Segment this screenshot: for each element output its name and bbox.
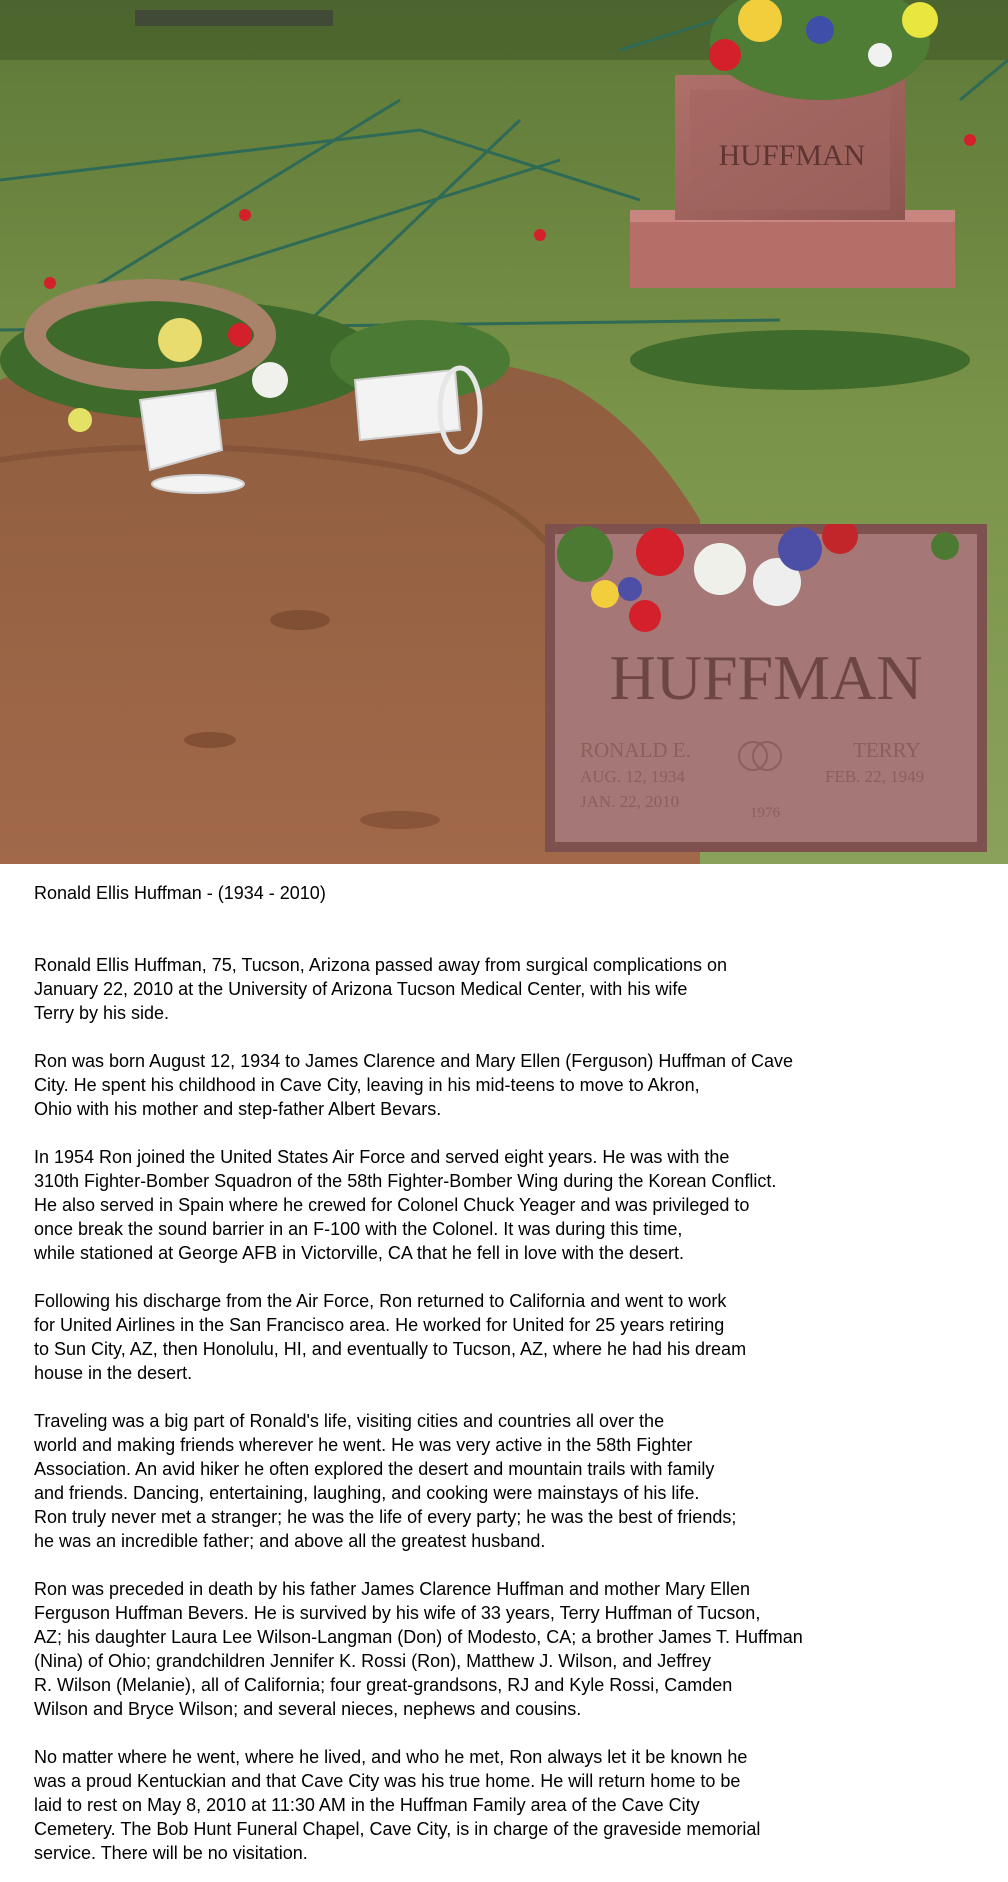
headstone-family-name: HUFFMAN: [718, 139, 866, 172]
paragraph-line: In 1954 Ron joined the United States Air Force and served eight years. He was with the: [34, 1147, 730, 1167]
paragraph-line: (Nina) of Ohio; grandchildren Jennifer K. Rossi (Ron), Matthew J. Wilson, and Jeffrey: [34, 1651, 711, 1671]
headstone-closeup-inset: [545, 524, 987, 852]
obituary-paragraph: [34, 1145, 974, 1265]
obituary-title: Ronald Ellis Huffman - (1934 - 2010): [34, 883, 326, 903]
inset-right-born: FEB. 22, 1949: [825, 767, 925, 786]
paragraph-line: City. He spent his childhood in Cave City, leaving in his mid-teens to move to Akron,: [34, 1075, 700, 1095]
inset-left-died: JAN. 22, 2010: [580, 792, 680, 811]
paragraph-line: service. There will be no visitation.: [34, 1843, 308, 1863]
obituary-paragraph: [34, 1745, 974, 1865]
inset-family-name: HUFFMAN: [609, 642, 923, 713]
paragraph-line: R. Wilson (Melanie), all of California; four great-grandsons, RJ and Kyle Rossi, Camden: [34, 1675, 733, 1695]
paragraph-line: for United Airlines in the San Francisco area. He worked for United for 25 years retiring: [34, 1315, 725, 1335]
paragraph-line: laid to rest on May 8, 2010 at 11:30 AM in the Huffman Family area of the Cave City: [34, 1795, 700, 1815]
paragraph-line: Ron truly never met a stranger; he was the life of every party; he was the best of friends;: [34, 1507, 737, 1527]
paragraph-line: Ron was born August 12, 1934 to James Clarence and Mary Ellen (Ferguson) Huffman of Cave: [34, 1051, 794, 1071]
paragraph-line: was a proud Kentuckian and that Cave City was his true home. He will return home to be: [34, 1771, 741, 1791]
paragraph-line: Ron was preceded in death by his father James Clarence Huffman and mother Mary Ellen: [34, 1579, 751, 1599]
paragraph-line: Terry by his side.: [34, 1003, 170, 1023]
inset-married-year: 1976: [750, 805, 780, 821]
paragraph-line: He also served in Spain where he crewed for Colonel Chuck Yeager and was privileged to: [34, 1195, 750, 1215]
paragraph-line: AZ; his daughter Laura Lee Wilson-Langman (Don) of Modesto, CA; a brother James T. Huffman: [34, 1627, 803, 1647]
paragraph-line: Wilson and Bryce Wilson; and several nieces, nephews and cousins.: [34, 1699, 582, 1719]
paragraph-line: house in the desert.: [34, 1363, 193, 1383]
inset-left-name: RONALD E.: [580, 738, 691, 762]
inset-right-name: TERRY: [853, 738, 921, 762]
paragraph-line: Traveling was a big part of Ronald's life, visiting cities and countries all over the: [34, 1411, 665, 1431]
paragraph-line: Ohio with his mother and step-father Albert Bevars.: [34, 1099, 442, 1119]
paragraph-line: world and making friends wherever he went. He was very active in the 58th Fighter: [34, 1435, 693, 1455]
obituary-paragraph: [34, 1409, 974, 1553]
paragraph-line: while stationed at George AFB in Victorville, CA that he fell in love with the desert.: [34, 1243, 685, 1263]
paragraph-line: once break the sound barrier in an F-100 with the Colonel. It was during this time,: [34, 1219, 683, 1239]
paragraph-line: Cemetery. The Bob Hunt Funeral Chapel, Cave City, is in charge of the graveside memorial: [34, 1819, 761, 1839]
paragraph-line: 310th Fighter-Bomber Squadron of the 58th Fighter-Bomber Wing during the Korean Conflict.: [34, 1171, 777, 1191]
paragraph-line: Following his discharge from the Air Force, Ron returned to California and went to work: [34, 1291, 727, 1311]
paragraph-line: to Sun City, AZ, then Honolulu, HI, and eventually to Tucson, AZ, where he had his dream: [34, 1339, 747, 1359]
paragraph-line: Association. An avid hiker he often explored the desert and mountain trails with family: [34, 1459, 715, 1479]
paragraph-line: January 22, 2010 at the University of Arizona Tucson Medical Center, with his wife: [34, 979, 688, 999]
obituary-paragraph: [34, 1577, 974, 1721]
paragraph-line: he was an incredible father; and above all the greatest husband.: [34, 1531, 546, 1551]
paragraph-line: and friends. Dancing, entertaining, laughing, and cooking were mainstays of his life.: [34, 1483, 700, 1503]
obituary-paragraph: [34, 1049, 974, 1121]
obituary-paragraph: [34, 953, 974, 1025]
paragraph-line: No matter where he went, where he lived, and who he met, Ron always let it be known he: [34, 1747, 748, 1767]
paragraph-line: Ferguson Huffman Bevers. He is survived by his wife of 33 years, Terry Huffman of Tucson,: [34, 1603, 761, 1623]
inset-left-born: AUG. 12, 1934: [580, 767, 685, 786]
obituary-paragraph: [34, 1289, 974, 1385]
paragraph-line: Ronald Ellis Huffman, 75, Tucson, Arizona passed away from surgical complications on: [34, 955, 728, 975]
